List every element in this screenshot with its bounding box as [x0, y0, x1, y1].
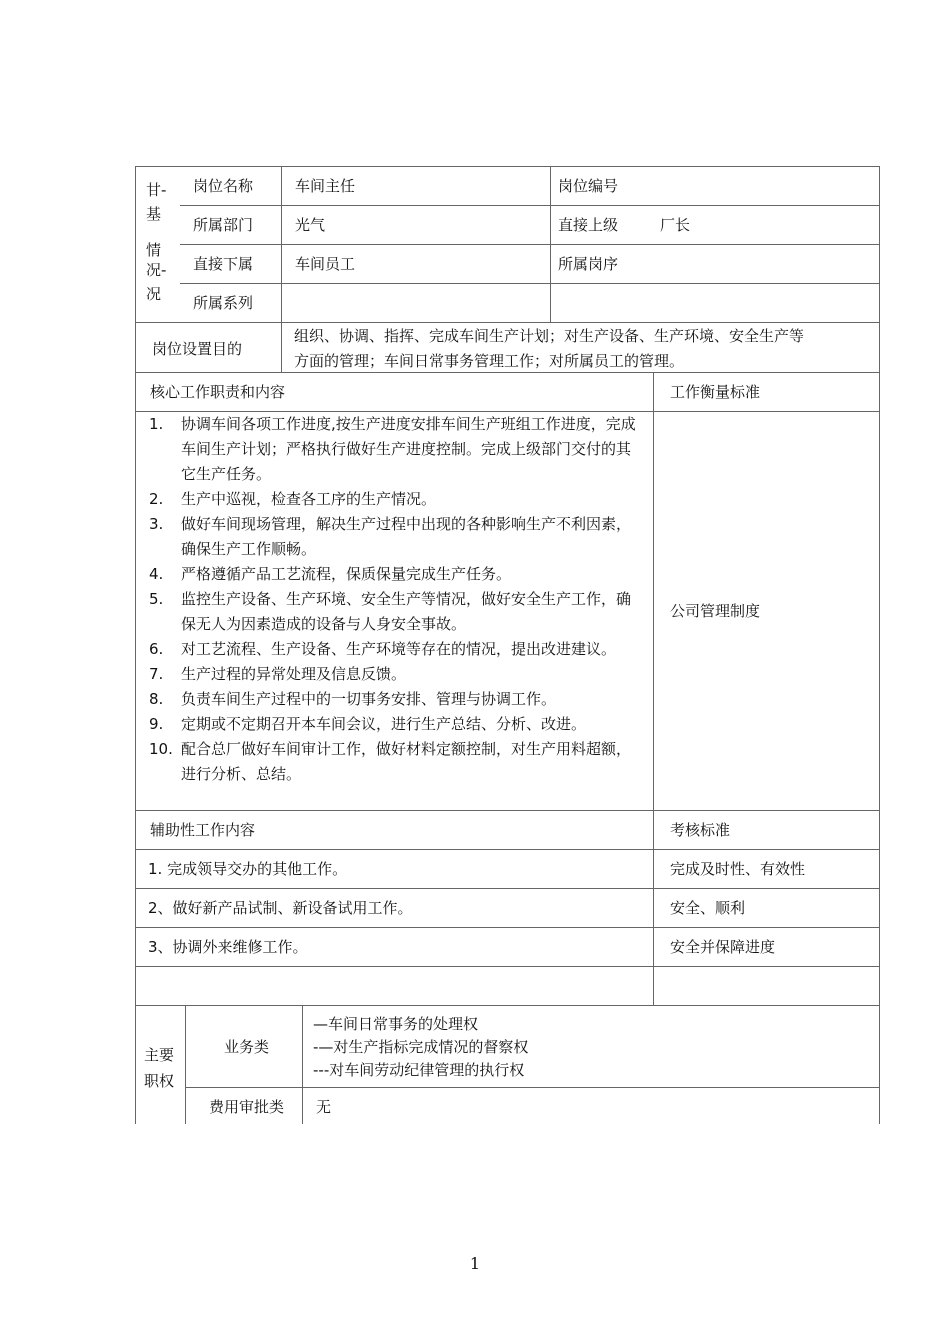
aux-content: 1. 完成领导交办的其他工作。	[148, 860, 348, 878]
list-text: 负责车间生产过程中的一切事务安排、管理与协调工作。	[181, 690, 557, 708]
col-divider	[653, 372, 654, 1005]
list-number: 2.	[149, 490, 164, 508]
core-header-right: 工作衡量标准	[670, 383, 761, 401]
aux-header-right: 考核标准	[670, 821, 731, 839]
list-text: 做好车间现场管理，解决生产过程中出现的各种影响生产不利因素，确保生产工作顺畅。	[181, 515, 632, 558]
list-text: 对工艺流程、生产设备、生产环境等存在的情况，提出改进建议。	[181, 640, 617, 658]
core-duty-list	[143, 412, 643, 787]
col-divider	[550, 166, 551, 322]
list-number: 9.	[149, 715, 164, 733]
field-value: 车间员工	[295, 255, 356, 273]
business-rights-list	[313, 1013, 528, 1082]
purpose-label: 岗位设置目的	[152, 340, 243, 358]
list-item	[143, 637, 643, 662]
expense-label: 费用审批类	[209, 1098, 285, 1116]
list-item: -—对生产指标完成情况的督察权	[313, 1038, 529, 1056]
row-divider	[135, 372, 880, 373]
list-text: 生产中巡视，检查各工序的生产情况。	[181, 490, 437, 508]
list-text: 配合总厂做好车间审计工作，做好材料定额控制，对生产用料超额，进行分析、总结。	[181, 740, 632, 783]
page-number: 1	[469, 1254, 481, 1273]
list-item	[143, 587, 643, 637]
business-label: 业务类	[224, 1038, 270, 1056]
aux-content: 3、协调外来维修工作。	[148, 938, 308, 956]
row-divider	[135, 849, 880, 850]
list-number: 4.	[149, 565, 164, 583]
row-divider	[180, 244, 880, 245]
col-divider	[281, 322, 282, 372]
list-item	[143, 412, 643, 487]
field-label: 所属系列	[193, 294, 254, 312]
purpose-text-line: 方面的管理；车间日常事务管理工作；对所属员工的管理。	[294, 352, 685, 370]
list-item: ---对车间劳动纪律管理的执行权	[313, 1061, 525, 1079]
row-divider	[135, 1005, 880, 1006]
authority-label: 职权	[144, 1072, 175, 1090]
row-divider	[135, 888, 880, 889]
list-number: 6.	[149, 640, 164, 658]
list-item: —车间日常事务的处理权	[313, 1015, 479, 1033]
list-item	[143, 687, 643, 712]
field-label: 所属部门	[193, 216, 254, 234]
field-label: 直接上级	[558, 216, 619, 234]
core-standard: 公司管理制度	[670, 602, 761, 620]
aux-header-left: 辅助性工作内容	[150, 821, 256, 839]
aux-content: 2、做好新产品试制、新设备试用工作。	[148, 899, 413, 917]
row-divider	[135, 927, 880, 928]
list-text: 定期或不定期召开本车间会议，进行生产总结、分析、改进。	[181, 715, 587, 733]
table-border-left	[135, 166, 136, 1124]
row-divider	[135, 322, 880, 323]
field-label: 岗位名称	[193, 177, 254, 195]
purpose-text-line: 组织、协调、指挥、完成车间生产计划；对生产设备、生产环境、安全生产等	[294, 327, 805, 345]
list-item	[143, 662, 643, 687]
aux-standard: 安全并保障进度	[670, 938, 776, 956]
list-number: 3.	[149, 515, 164, 533]
list-number: 10.	[149, 740, 173, 758]
row-divider	[135, 966, 880, 967]
list-number: 1.	[149, 415, 164, 433]
list-item	[143, 562, 643, 587]
field-value: 光气	[295, 216, 326, 234]
field-label: 所属岗序	[558, 255, 619, 273]
authority-label: 主要	[144, 1046, 175, 1064]
col-divider	[302, 1005, 303, 1124]
list-text: 生产过程的异常处理及信息反馈。	[181, 665, 407, 683]
field-label: 直接下属	[193, 255, 254, 273]
table-border-right	[879, 166, 880, 1124]
list-number: 7.	[149, 665, 164, 683]
aux-standard: 安全、顺利	[670, 899, 746, 917]
list-item	[143, 737, 643, 787]
row-divider	[180, 205, 880, 206]
list-item	[143, 487, 643, 512]
field-value: 车间主任	[295, 177, 356, 195]
col-divider	[185, 1005, 186, 1124]
table-border-top	[135, 166, 880, 167]
row-divider	[186, 1087, 880, 1088]
aux-standard: 完成及时性、有效性	[670, 860, 806, 878]
basic-side-label: 甘- 基 情 况- 况	[146, 181, 167, 303]
list-text: 监控生产设备、生产环境、安全生产等情况，做好安全生产工作，确保无人为因素造成的设备与人身安全事故。	[181, 590, 632, 633]
list-number: 5.	[149, 590, 164, 608]
list-text: 严格遵循产品工艺流程，保质保量完成生产任务。	[181, 565, 512, 583]
row-divider	[180, 283, 880, 284]
field-value: 厂长	[660, 216, 691, 234]
row-divider	[135, 810, 880, 811]
core-header-left: 核心工作职责和内容	[150, 383, 286, 401]
list-text: 协调车间各项工作进度,按生产进度安排车间生产班组工作进度，完成车间生产计划；严格执行做好生产进度控制。完成上级部门交付的其它生产任务。	[181, 415, 636, 483]
field-label: 岗位编号	[558, 177, 619, 195]
list-item	[143, 512, 643, 562]
list-item	[143, 712, 643, 737]
list-number: 8.	[149, 690, 164, 708]
col-divider	[281, 166, 282, 322]
expense-value: 无	[316, 1098, 332, 1116]
